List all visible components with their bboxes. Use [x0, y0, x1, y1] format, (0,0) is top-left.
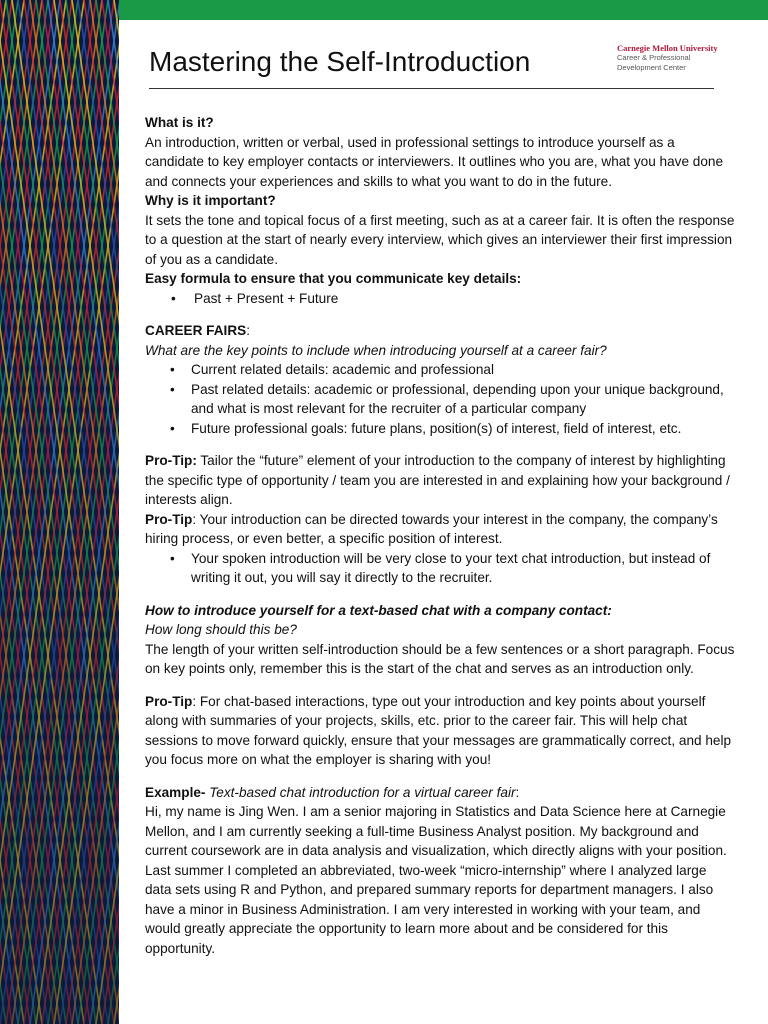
example-label: Example- [145, 784, 206, 800]
career-fairs-list [145, 360, 735, 438]
document-body [145, 113, 735, 958]
protip-label: Pro-Tip [145, 511, 193, 527]
why-body: It sets the tone and topical focus of a first meeting, such as at a career fair. It is often the response to a question at the start of nearly every interview, which gives an interviewer their first impression of you as a candidate. [145, 212, 735, 267]
what-heading: What is it? [145, 115, 214, 130]
protip-label: Pro-Tip: [145, 453, 197, 468]
protip-label: Pro-Tip [145, 693, 193, 709]
protip-text: : Your introduction can be directed towards your interest in the company, the company’s hiring process, or even better, a specific position of interest. [145, 511, 718, 546]
example-body: Hi, my name is Jing Wen. I am a senior majoring in Statistics and Data Science here at Carnegie Mellon, and I am currently seeking a full-time Business Analyst position. My background and current coursework are in data analysis and visualization, which directly aligns with your position. Last summer I completed an abbreviated, two-week “micro-internship” where I analyzed large data sets using R and Python, and prepared summary reports for department managers. I also have a minor in Business Administration. I am very interested in working with your team, and would greatly appreciate the opportunity to learn more about and be considered for this opportunity. [145, 804, 727, 956]
example-subtitle: Text-based chat introduction for a virtual career fair [205, 784, 516, 800]
protip-2 [145, 510, 735, 549]
logo-center-line1: Career & Professional [617, 53, 691, 62]
chat-body: The length of your written self-introduction should be a few sentences or a short paragraph. Focus on key points only, remember this is the start of the chat and serves as an introduction only. [145, 641, 735, 676]
formula-list [145, 289, 735, 309]
chat-question: How long should this be? [145, 622, 297, 637]
list-item: • Future professional goals: future plans, position(s) of interest, field of interest, etc. [145, 419, 735, 439]
career-fairs-heading: CAREER FAIRS [145, 323, 247, 338]
chat-heading: How to introduce yourself for a text-based chat with a company contact: [145, 602, 612, 618]
logo-center-line2: Development Center [617, 62, 686, 72]
list-item: • Past + Present + Future [145, 289, 735, 309]
tartan-pattern-graphic [0, 0, 119, 1024]
why-heading: Why is it important? [145, 193, 276, 208]
tartan-decorative-border [0, 0, 119, 1024]
page-title: Mastering the Self-Introduction [149, 46, 531, 77]
green-header-bar [119, 0, 768, 20]
list-item: • Your spoken introduction will be very close to your text chat introduction, but instead of writing it out, you will say it directly to the recruiter. [145, 549, 735, 588]
career-fairs-question: What are the key points to include when introducing yourself at a career fair? [145, 342, 607, 358]
logo-university-name: Carnegie Mellon University [617, 43, 718, 53]
career-fairs-colon: : [246, 323, 250, 338]
title-divider [149, 88, 714, 89]
list-item: • Current related details: academic and professional [145, 360, 735, 380]
protip-text: : For chat-based interactions, type out your introduction and key points about yourself along with summaries of your projects, skills, etc. prior to the career fair. This will help chat sessions to move forward quickly, ensure that your messages are grammatically correct, and help you focus more on what the employer is sharing with you! [145, 693, 732, 767]
example-colon: : [515, 784, 520, 800]
example-heading [145, 783, 735, 803]
formula-heading: Easy formula to ensure that you communicate key details: [145, 271, 522, 286]
protip-2-list [145, 549, 735, 588]
protip-1 [145, 451, 735, 510]
career-fairs-heading-line [145, 321, 735, 341]
tartan-shade [0, 0, 119, 1024]
protip-3 [145, 692, 735, 770]
cmu-logo [617, 43, 737, 72]
protip-text: Tailor the “future” element of your introduction to the company of interest by highlighting the specific type of opportunity / team you are interested in and explaining how your background / interests align. [145, 453, 730, 507]
list-item: • Past related details: academic or professional, depending upon your unique background, and what is most relevant for the recruiter of a particular company [145, 380, 735, 419]
what-body: An introduction, written or verbal, used in professional settings to introduce yourself as a candidate to key employer contacts or interviewers. It outlines who you are, what you have done and connects your experiences and skills to what you want to do in the future. [145, 134, 724, 189]
